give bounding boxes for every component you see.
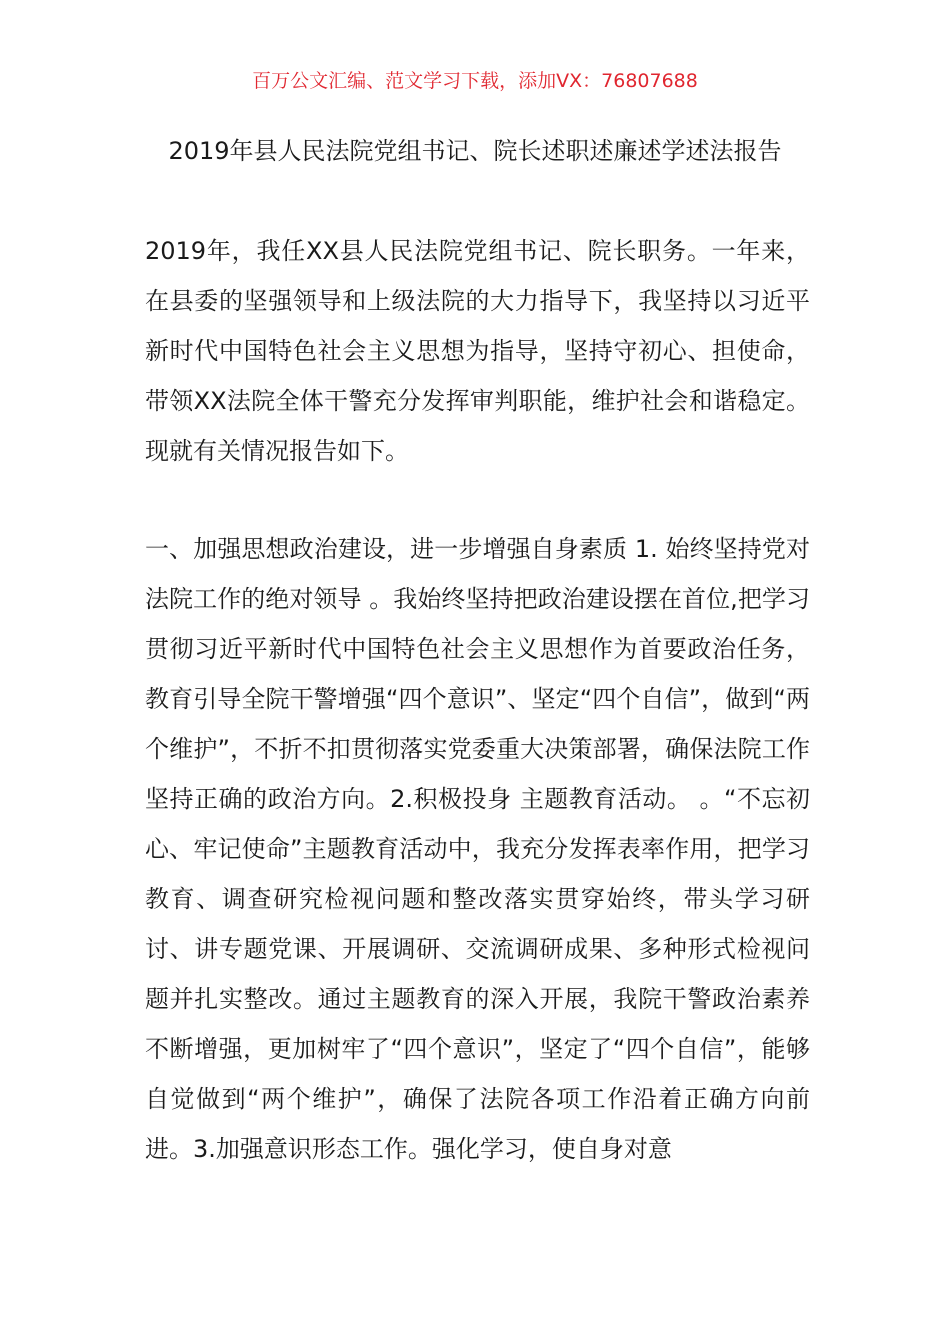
paragraph-intro: 2019年，我任XX县人民法院党组书记、院长职务。一年来，在县委的坚强领导和上级法院的大力指导下，我坚持以习近平新时代中国特色社会主义思想为指导，坚持守初心、担使命，带领XX法院全体干警充分发挥审判职能，维护社会和谐稳定。现就有关情况报告如下。	[145, 237, 810, 465]
document-title: 2019年县人民法院党组书记、院长述职述廉述学述法报告	[168, 137, 782, 165]
promo-banner: 百万公文汇编、范文学习下载，添加VX：76807688	[252, 70, 698, 92]
paragraph-section-one: 一、加强思想政治建设，进一步增强自身素质 1. 始终坚持党对法院工作的绝对领导 。我始终坚持把政治建设摆在首位,把学习贯彻习近平新时代中国特色社会主义思想作为首要政治任务，教育引导全院干警增强“四个意识”、坚定“四个自信”，做到“两个维护”，不折不扣贯彻落实党委重大决策部署，确保法院工作坚持正确的政治方向。2.积极投身 主题教育活动。 。“不忘初心、牢记使命”主题教育活动中，我充分发挥表率作用，把学习教育、调查研究检视问题和整改落实贯穿始终，带头学习研讨、讲专题党课、开展调研、交流调研成果、多种形式检视问题并扎实整改。通过主题教育的深入开展，我院干警政治素养不断增强，更加树牢了“四个意识”，坚定了“四个自信”，能够自觉做到“两个维护”，确保了法院各项工作沿着正确方向前进。3.加强意识形态工作。强化学习，使自身对意	[145, 535, 810, 1163]
